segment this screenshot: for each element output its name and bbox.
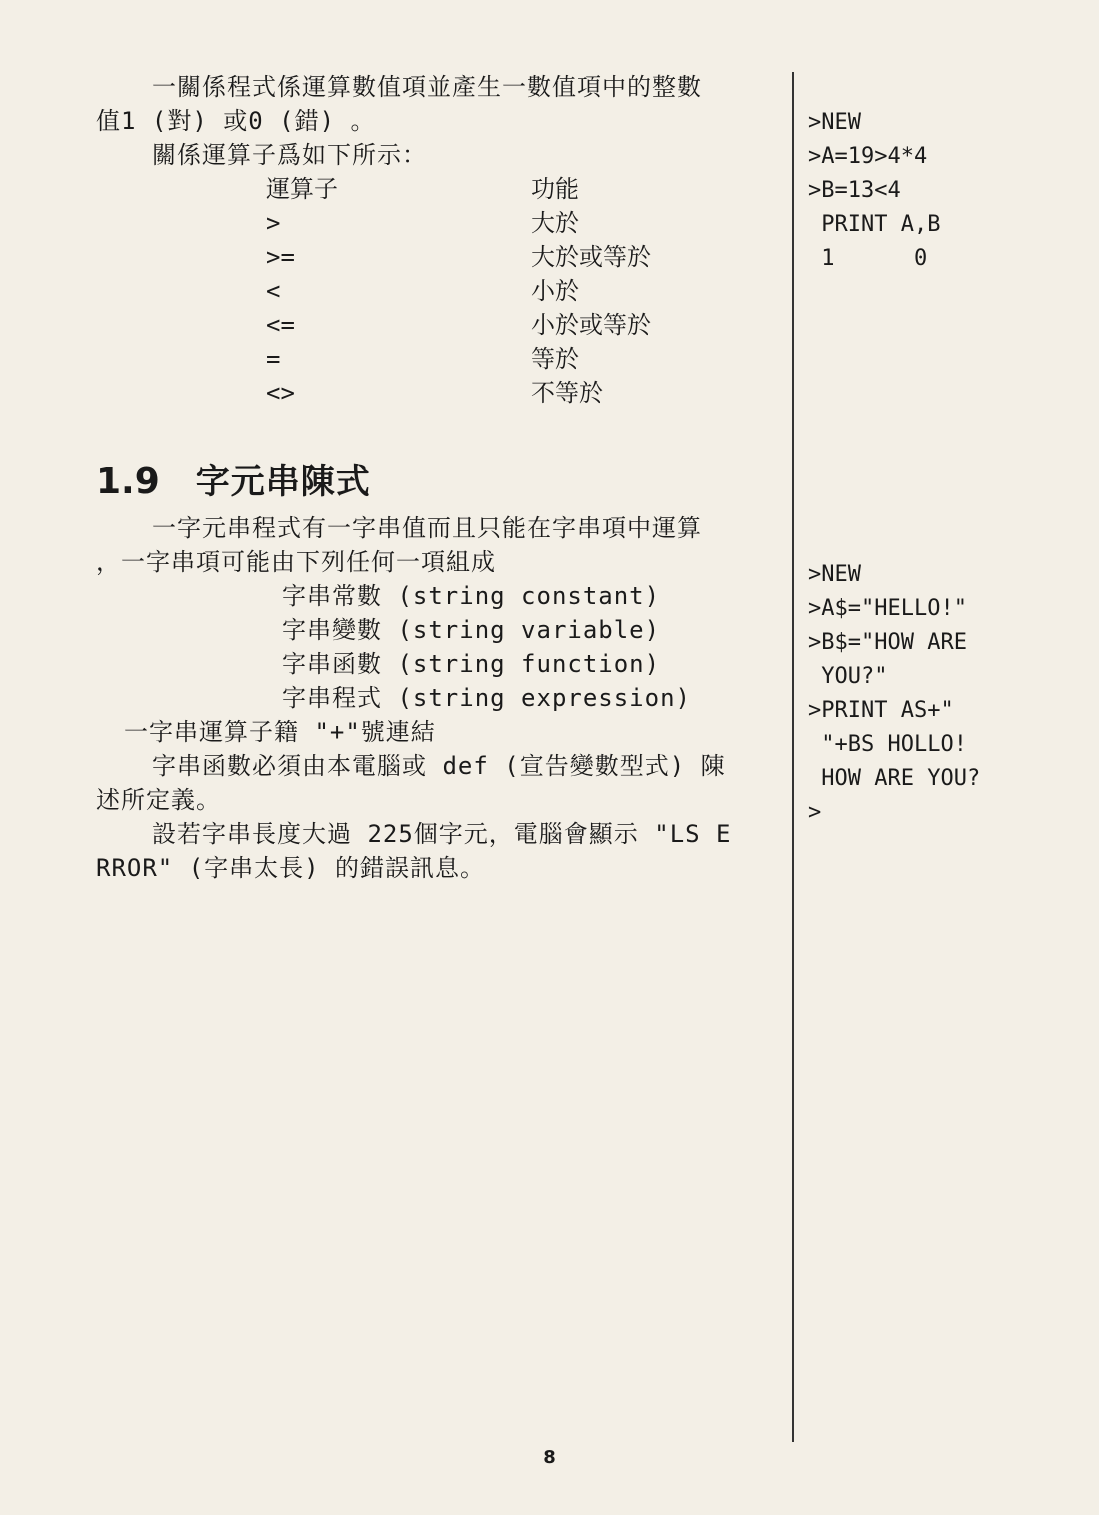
operator-symbol: < <box>266 277 281 305</box>
operator-name: 不等於 <box>531 379 603 407</box>
para2-line-2: 述所定義。 <box>96 786 221 814</box>
operator-header-name: 功能 <box>531 175 579 203</box>
code-line: YOU?" <box>808 664 888 689</box>
intro-line-1: 一關係程式係運算數值項並產生一數值項中的整數 <box>152 73 702 101</box>
para3-line-2: RROR" (字串太長) 的錯誤訊息。 <box>96 854 486 882</box>
operator-table <box>266 172 786 410</box>
main-column <box>96 70 786 885</box>
operator-row <box>266 376 786 410</box>
intro-line-2: 值1 (對) 或0 (錯) 。 <box>96 107 376 135</box>
operator-header <box>266 172 786 206</box>
code-line: 1 0 <box>808 246 928 271</box>
operator-name: 小於 <box>531 277 579 305</box>
code-line: HOW ARE YOU? <box>808 766 981 791</box>
section-title: 字元串陳式 <box>195 462 371 502</box>
code-line: >B$="HOW ARE <box>808 630 967 655</box>
para1-line-2: ，一字串項可能由下列任何一項組成 <box>96 548 496 576</box>
code-line: "+BS HOLLO! <box>808 732 967 757</box>
operator-symbol: >= <box>266 243 295 271</box>
para3-line-1: 設若字串長度大過 225個字元，電腦會顯示 "LS E <box>152 820 732 848</box>
operator-row <box>266 240 786 274</box>
list-item: 字串程式 (string expression) <box>282 684 691 712</box>
operator-name: 大於或等於 <box>531 243 651 271</box>
operator-name: 大於 <box>531 209 579 237</box>
code-line: >B=13<4 <box>808 178 901 203</box>
operator-row <box>266 342 786 376</box>
list-item: 字串變數 (string variable) <box>282 616 661 644</box>
code-line: >NEW <box>808 110 861 135</box>
operator-row <box>266 274 786 308</box>
operator-row <box>266 206 786 240</box>
code-line: PRINT A,B <box>808 212 941 237</box>
page-number: 8 <box>543 1447 556 1468</box>
string-item-list <box>96 579 786 715</box>
operator-header-symbol: 運算子 <box>266 175 338 203</box>
operator-symbol: <= <box>266 311 295 339</box>
operator-symbol: > <box>266 209 281 237</box>
code-line: >NEW <box>808 562 861 587</box>
list-item: 字串函數 (string function) <box>282 650 661 678</box>
operator-name: 等於 <box>531 345 579 373</box>
intro-line-3: 關係運算子爲如下所示： <box>152 141 427 169</box>
code-line: >PRINT AS+" <box>808 698 954 723</box>
operator-symbol: = <box>266 345 281 373</box>
section-heading <box>96 454 786 503</box>
code-line: > <box>808 800 822 825</box>
operator-name: 小於或等於 <box>531 311 651 339</box>
code-line: >A=19>4*4 <box>808 144 928 169</box>
column-divider <box>792 72 794 1442</box>
code-line: >A$="HELLO!" <box>808 596 967 621</box>
operator-row <box>266 308 786 342</box>
code-example-string <box>808 558 1088 830</box>
list-item: 字串常數 (string constant) <box>282 582 661 610</box>
concat-line: 一字串運算子籍 "+"號連結 <box>124 718 436 746</box>
para2-line-1: 字串函數必須由本電腦或 def (宣告變數型式) 陳 <box>152 752 726 780</box>
section-number: 1.9 <box>96 461 160 502</box>
operator-symbol: <> <box>266 379 295 407</box>
code-example-relational <box>808 106 1088 276</box>
para1-line-1: 一字元串程式有一字串值而且只能在字串項中運算 <box>152 514 702 542</box>
